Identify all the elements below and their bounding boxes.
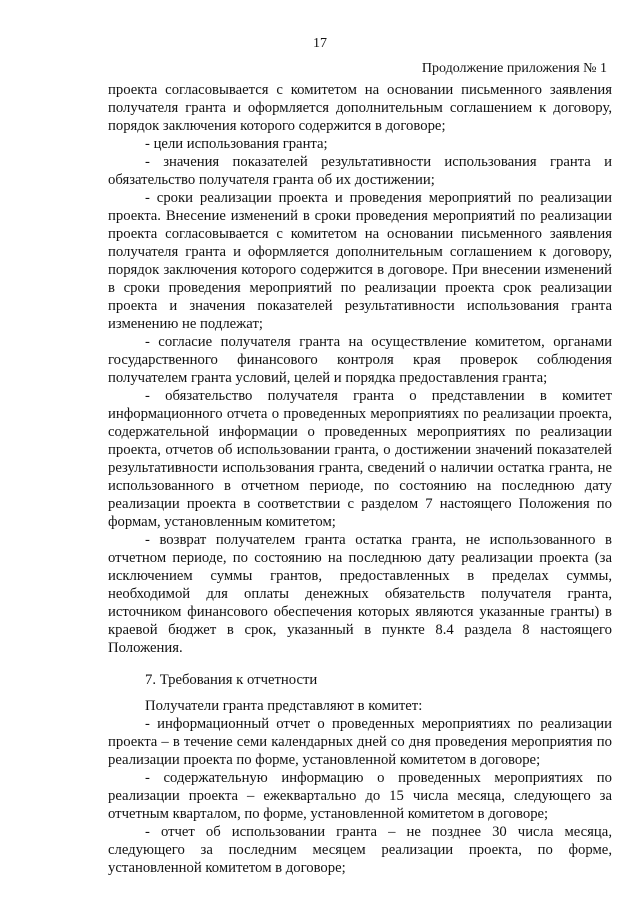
list-item-grant-usage-report: - отчет об использовании гранта – не позднее 30 числа месяца, следующего за последним месяцем реализации проекта, по форме, установленной комитетом в договоре; <box>108 824 612 876</box>
section-title: 7. Требования к отчетности <box>145 672 318 688</box>
list-item-inspection-consent: - согласие получателя гранта на осуществление комитетом, органами государственного финансового контроля края проверок соблюдения получателем гранта условий, целей и порядка предоставления гранта; <box>108 334 612 386</box>
list-item-grant-purpose: - цели использования гранта; <box>145 136 328 152</box>
list-item-info-report: - информационный отчет о проведенных мероприятиях по реализации проекта – в течение семи календарных дней со дня проведения мероприятия по реализации проекта по форме, установленной комитетом в договоре; <box>108 716 612 768</box>
list-item-performance-indicators: - значения показателей результативности использования гранта и обязательство получателя гранта об их достижении; <box>108 154 612 188</box>
appendix-continuation-label: Продолжение приложения № 1 <box>421 61 607 76</box>
document-body <box>108 81 612 877</box>
list-item-content-information: - содержательную информацию о проведенных мероприятиях по реализации проекта – ежеквартально до 15 числа месяца, следующего за отчетным кварталом, по форме, установленной комитетом в договоре; <box>108 770 612 822</box>
page-number: 17 <box>313 36 327 51</box>
list-item-grant-return: - возврат получателем гранта остатка гранта, не использованного в отчетном периоде, по состоянию на последнюю дату реализации проекта (за исключением суммы грантов, предоставленных в пределах суммы, необходимой для оплаты денежных обязательств получателя гранта, источником финансового обеспечения которых являются указанные гранты) в краевой бюджет в срок, указанный в пункте 8.4 раздела 8 настоящего Положения. <box>108 532 612 656</box>
list-item-project-deadlines: - сроки реализации проекта и проведения мероприятий по реализации проекта. Внесение изменений в сроки проведения мероприятий по реализации проекта согласовывается с комитетом на основании письменного заявления получателя гранта и оформляется дополнительным соглашением к договору, порядок заключения которого содержится в договоре. При внесении изменений в сроки проведения мероприятий по реализации проекта срок реализации проекта и значения показателей результативности использования гранта изменению не подлежат; <box>108 190 612 332</box>
paragraph-continuation: проекта согласовывается с комитетом на основании письменного заявления получателя гранта и оформляется дополнительным соглашением к договору, порядок заключения которого содержится в договоре; <box>108 82 612 134</box>
list-item-reporting-obligation: - обязательство получателя гранта о представлении в комитет информационного отчета о проведенных мероприятиях по реализации проекта, содержательной информации о проведенных мероприятиях по реализации проекта, отчетов об использовании гранта, о достижении значений показателей результативности использования гранта, сведений о наличии остатка гранта, не использованного в отчетном периоде, по состоянию на последнюю дату реализации проекта в соответствии с разделом 7 настоящего Положения по формам, установленным комитетом; <box>108 388 612 530</box>
section-intro: Получатели гранта представляют в комитет: <box>145 698 423 714</box>
